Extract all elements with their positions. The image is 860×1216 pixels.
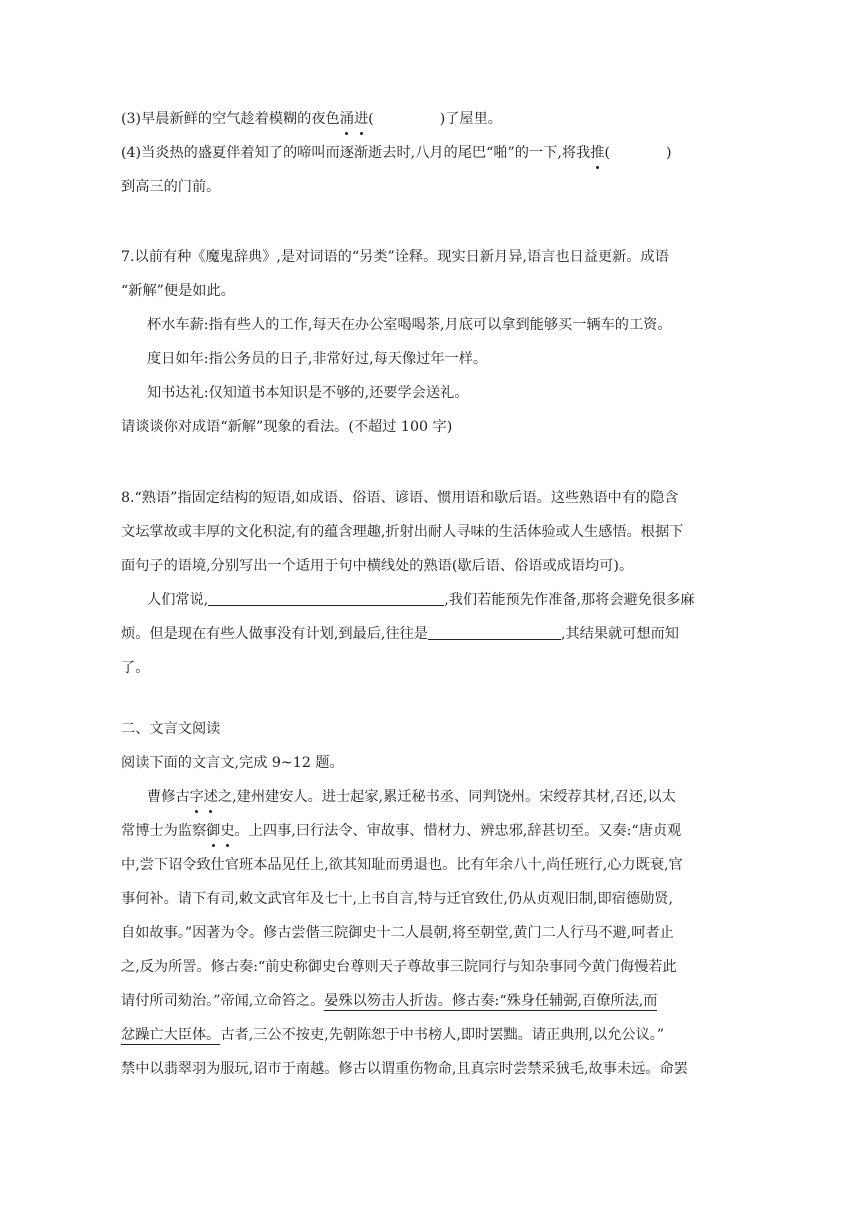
q7-text-line1: 7.以前有种《魔鬼辞典》,是对词语的“另类”诠释。现实日新月异,语言也日益更新。成语: [121, 249, 669, 265]
section-instruction: 阅读下面的文言文,完成 9~12 题。: [121, 755, 344, 771]
q8-text-line1: 8.“熟语”指固定结构的短语,如成语、俗语、谚语、惯用语和歇后语。这些熟语中有的隐含: [121, 490, 679, 506]
q7-prompt: 请谈谈你对成语“新解”现象的看法。(不超过 100 字): [121, 419, 453, 435]
emphasis-dot-char: 史: [220, 823, 235, 839]
passage-line5: 自如故事。”因著为令。修古尝偕三院御史十二人晨朝,将至朝堂,黄门二人行马不避,呵者止: [121, 925, 674, 941]
passage-line9: 禁中以翡翠羽为服玩,诏市于南越。修古以谓重伤物命,且真宗时尝禁采狨毛,故事未远。命罢: [121, 1061, 688, 1077]
section-heading: 二、文言文阅读: [121, 721, 221, 737]
q8-passage-line3: 了。: [121, 660, 150, 676]
q7-example-3: 知书达礼:仅知道书本知识是不够的,还要学会送礼。: [147, 385, 469, 401]
q7-text-line2: “新解”便是如此。: [121, 283, 235, 299]
q8-passage-line2: 烦。但是现在有些人做事没有计划,到最后,往往是 ,其结果就可想而知: [121, 626, 679, 642]
emphasis-dot-char: 御: [206, 823, 221, 839]
fill-blank-1[interactable]: [208, 590, 444, 606]
emphasis-dot-char: 进: [353, 111, 369, 127]
item-4: (4)当炎热的盛夏伴着知了的啼叫而逐渐逝去时,八月的尾巴“啪”的一下,将我推( ): [121, 145, 672, 161]
q7-example-2: 度日如年:指公务员的日子,非常好过,每天像过年一样。: [147, 351, 488, 367]
passage-line3: 中,尝下诏令致仕官班本品见任上,欲其知耻而勇退也。比有年余八十,尚任班行,心力既衰,官: [121, 857, 683, 873]
fill-blank-2[interactable]: [428, 624, 561, 640]
passage-line8: 忿躁亡大臣体。古者,三公不按吏,先朝陈恕于中书榜人,即时罢黜。请正典刑,以允公议。”: [121, 1027, 665, 1043]
q8-text-line2: 文坛掌故或丰厚的文化积淀,有的蕴含理趣,折射出耐人寻味的生活体验或人生感悟。根据下: [121, 524, 684, 540]
passage-line7: 请付所司劾治。”帝闻,立命笞之。晏殊以笏击人折齿。修古奏:“殊身任辅弼,百僚所法,而: [121, 993, 658, 1009]
emphasis-dot-char: 述: [203, 789, 218, 805]
q8-passage-line1: 人们常说, ,我们若能预先作准备,那将会避免很多麻: [147, 592, 695, 608]
emphasis-dot-char: 字: [189, 789, 204, 805]
item-3: (3)早晨新鲜的空气趁着模糊的夜色涌进( )了屋里。: [121, 111, 502, 127]
q7-example-1: 杯水车薪:指有些人的工作,每天在办公室喝喝茶,月底可以拿到能够买一辆车的工资。: [147, 317, 672, 333]
item-4-continued: 到高三的门前。: [121, 179, 221, 195]
passage-line6: 之,反为所詈。修古奏:“前史称御史台尊则天子尊故事三院同行与知杂事同今黄门侮慢若此: [121, 959, 677, 975]
passage-line4: 事何补。请下有司,敕文武官年及七十,上书自言,特与迁官致仕,仍从贞观旧制,即宿德勋贤,: [121, 891, 673, 907]
underlined-sentence: 晏殊以笏击人折齿。修古奏:“殊身任辅弼,百僚所法,而: [324, 993, 658, 1009]
underlined-sentence: 忿躁亡大臣体。: [121, 1027, 221, 1043]
q8-text-line3: 面句子的语境,分别写出一个适用于句中横线处的熟语(歇后语、俗语或成语均可)。: [121, 558, 634, 574]
passage-line2: 常博士为监察御史。上四事,曰行法令、审故事、惜材力、辨忠邪,辞甚切至。又奏:“唐贞观: [121, 823, 682, 839]
emphasis-dot-char: 涌: [339, 111, 354, 127]
emphasis-dot-char: 推: [590, 145, 605, 161]
passage-line1: 曹修古字述之,建州建安人。进士起家,累迁秘书丞、同判饶州。宋绶荐其材,召还,以太: [147, 789, 676, 805]
